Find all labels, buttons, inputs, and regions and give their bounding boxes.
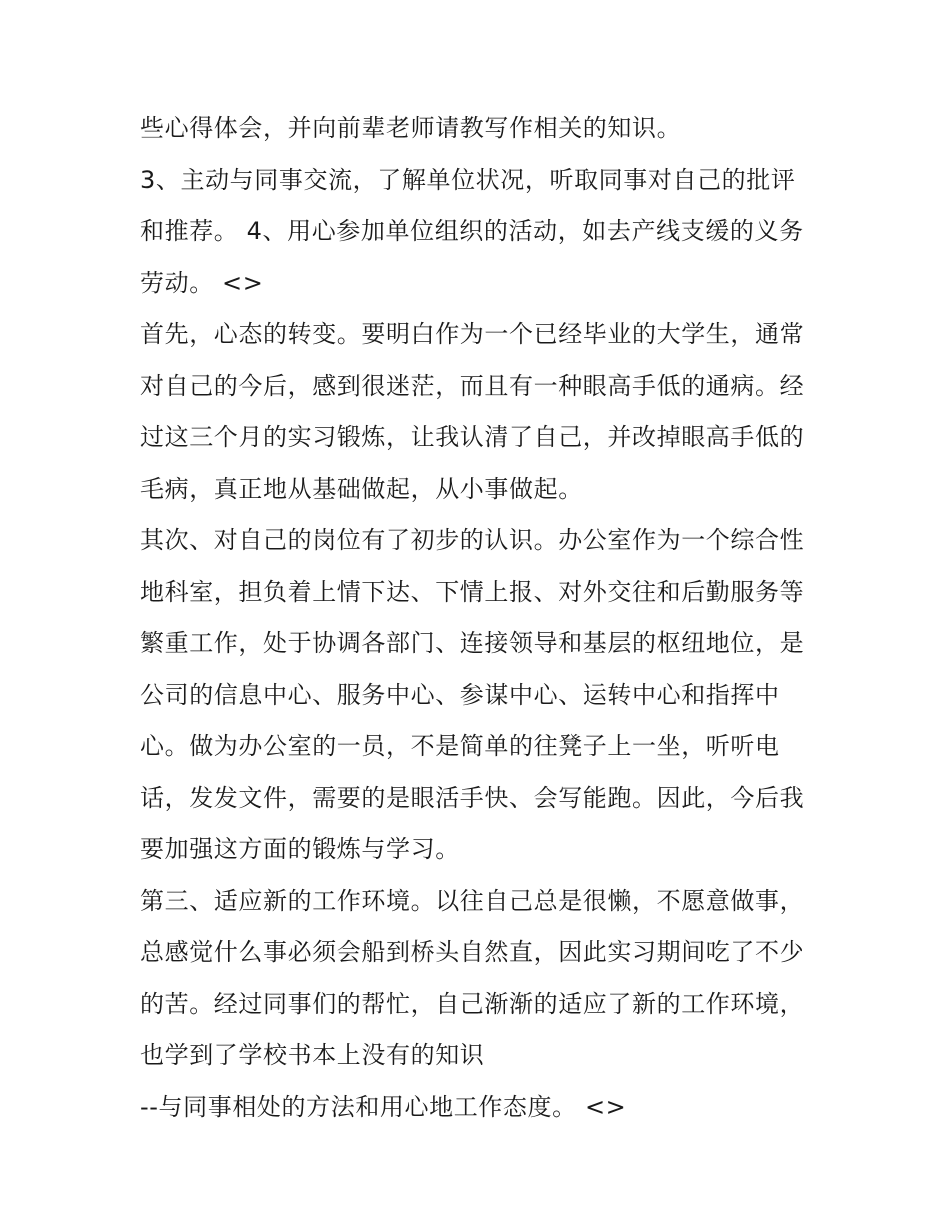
text-line: 话，发发文件，需要的是眼活手快、会写能跑。因此，今后我 <box>140 783 805 812</box>
text-line: 过这三个月的实习锻炼，让我认清了自己，并改掉眼高手低的 <box>140 423 805 451</box>
text-line: 劳动。 <> <box>140 268 264 297</box>
text-line: 公司的信息中心、服务中心、参谋中心、运转中心和指挥中 <box>140 680 780 709</box>
text-line: 3、主动与同事交流，了解单位状况，听取同事对自己的批评 <box>140 165 796 194</box>
text-line: --与同事相处的方法和用心地工作态度。 <> <box>140 1092 627 1121</box>
text-line: 繁重工作，处于协调各部门、连接领导和基层的枢纽地位，是 <box>140 629 805 657</box>
document-body <box>140 103 820 1133</box>
text-line: 首先，心态的转变。要明白作为一个已经毕业的大学生，通常 <box>140 320 805 348</box>
text-line: 其次、对自己的岗位有了初步的认识。办公室作为一个综合性 <box>140 526 805 554</box>
text-line: 地科室，担负着上情下达、下情上报、对外交往和后勤服务等 <box>140 577 805 606</box>
text-line: 些心得体会，并向前辈老师请教写作相关的知识。 <box>140 114 682 142</box>
text-line: 的苦。经过同事们的帮忙，自己渐渐的适应了新的工作环境， <box>140 989 805 1018</box>
text-line: 毛病，真正地从基础做起，从小事做起。 <box>140 474 583 503</box>
text-line: 要加强这方面的锻炼与学习。 <box>140 835 460 863</box>
text-line: 心。做为办公室的一员，不是简单的往凳子上一坐，听听电 <box>140 732 780 760</box>
text-line: 也学到了学校书本上没有的知识 <box>140 1041 485 1069</box>
text-line: 第三、适应新的工作环境。以往自己总是很懒，不愿意做事， <box>140 886 805 915</box>
text-line: 对自己的今后，感到很迷茫，而且有一种眼高手低的通病。经 <box>140 371 805 400</box>
text-line: 和推荐。 4、用心参加单位组织的活动，如去产线支缓的义务 <box>140 217 804 245</box>
text-line: 总感觉什么事必须会船到桥头自然直，因此实习期间吃了不少 <box>140 938 805 966</box>
